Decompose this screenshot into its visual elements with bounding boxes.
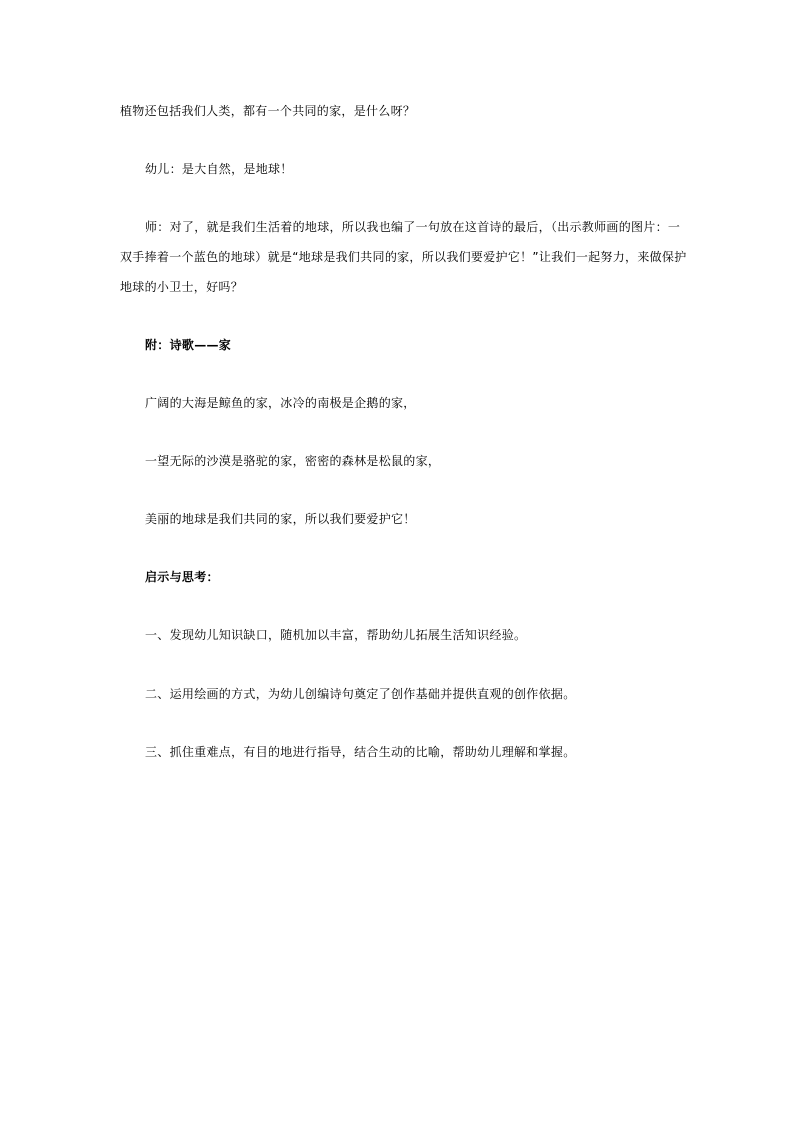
poem-line-3: 美丽的地球是我们共同的家，所以我们要爱护它！ xyxy=(145,512,416,526)
intro-continuation-text: 植物还包括我们人类，都有一个共同的家，是什么呀？ xyxy=(120,104,416,118)
teacher-line-2: 双手捧着一个蓝色的地球）就是“地球是我们共同的家，所以我们要爱护它！”让我们一起努力，来做保护 xyxy=(120,250,687,264)
reflection-item-3: 三、抓住重难点，有目的地进行指导，结合生动的比喻，帮助幼儿理解和掌握。 xyxy=(145,745,576,759)
poem-line-2: 一望无际的沙漠是骆驼的家，密密的森林是松鼠的家， xyxy=(145,454,441,468)
appendix-title: 附：诗歌——家 xyxy=(145,338,232,352)
reflection-title: 启示与思考： xyxy=(145,570,219,584)
child-answer-text: 幼儿：是大自然，是地球！ xyxy=(145,162,293,176)
teacher-line-1: 师：对了，就是我们生活着的地球，所以我也编了一句放在这首诗的最后，（出示教师画的图片：一 xyxy=(145,220,681,234)
teacher-line-3: 地球的小卫士，好吗？ xyxy=(120,280,244,294)
reflection-item-1: 一、发现幼儿知识缺口，随机加以丰富，帮助幼儿拓展生活知识经验。 xyxy=(145,628,527,642)
poem-line-1: 广阔的大海是鲸鱼的家，冰冷的南极是企鹅的家， xyxy=(145,396,416,410)
reflection-item-2: 二、运用绘画的方式，为幼儿创编诗句奠定了创作基础并提供直观的创作依据。 xyxy=(145,687,576,701)
